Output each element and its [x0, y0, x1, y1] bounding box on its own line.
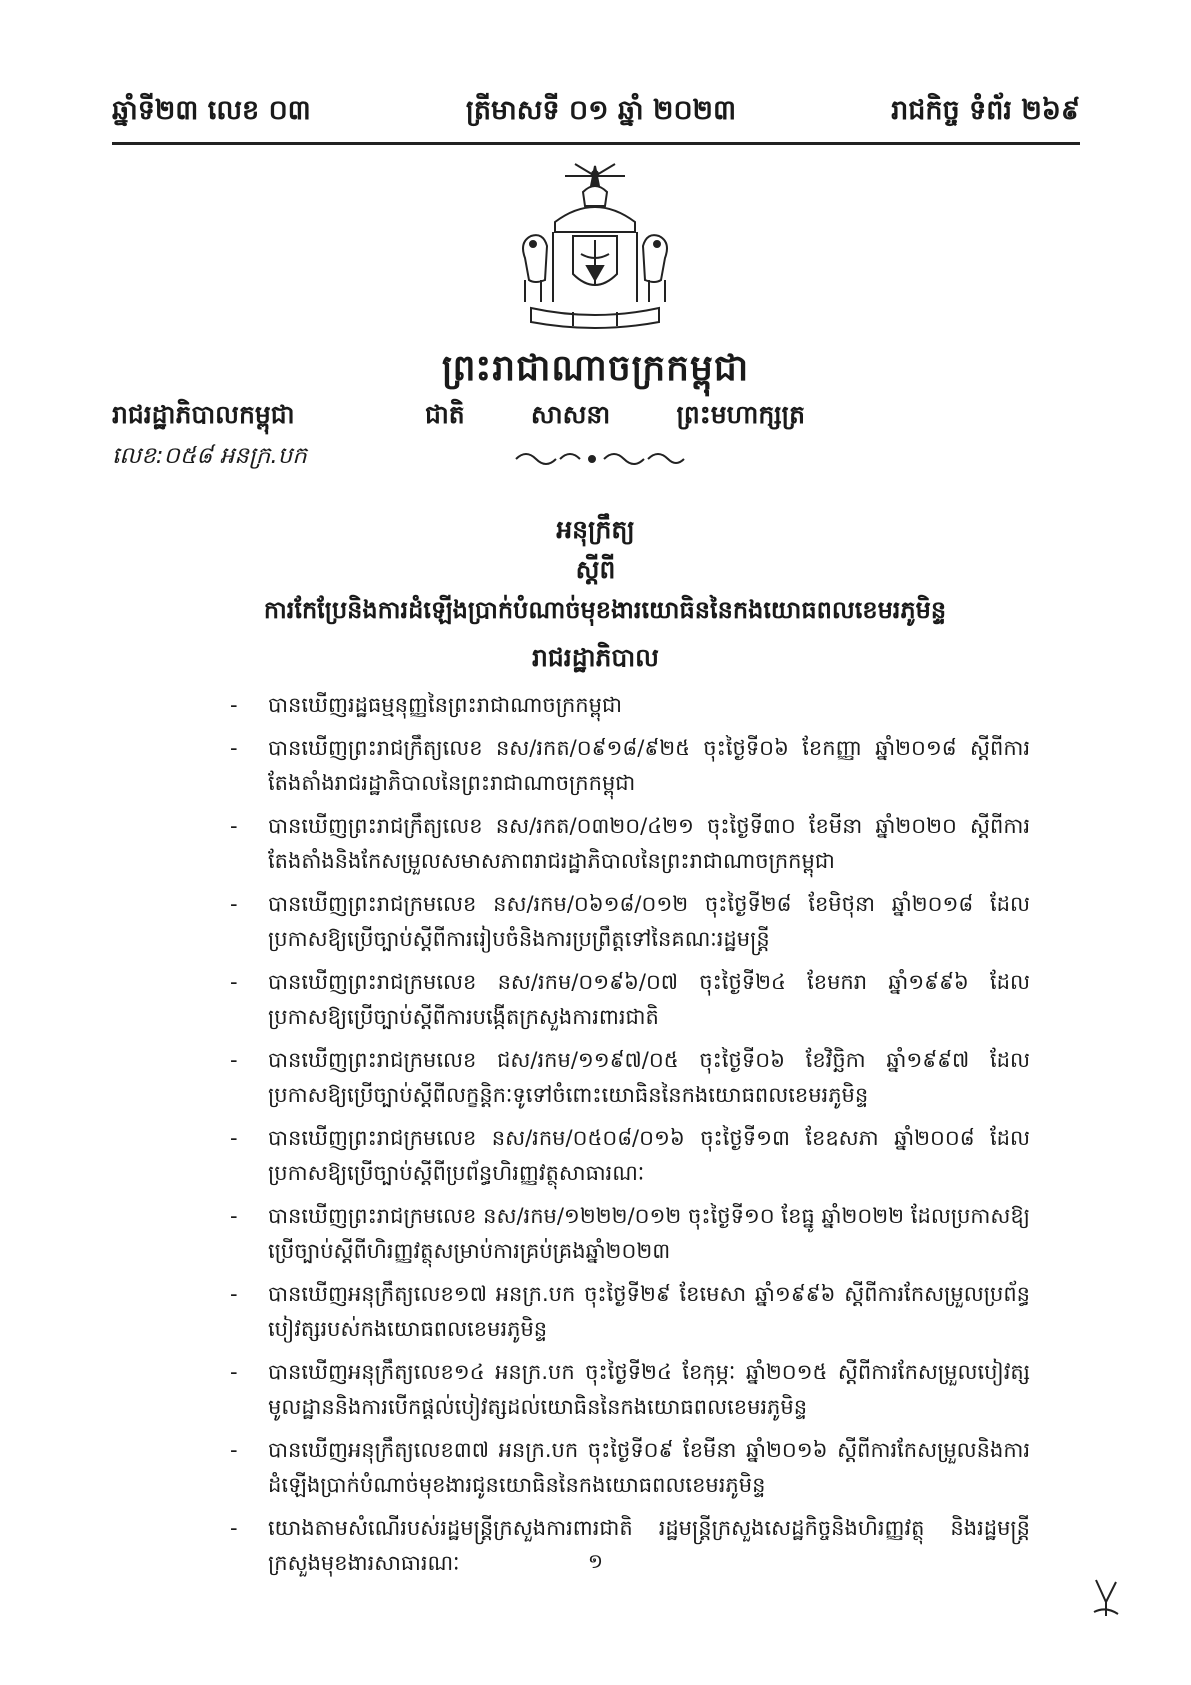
list-item	[230, 1433, 1030, 1503]
list-item	[230, 809, 1030, 879]
list-marker: -	[230, 892, 238, 916]
header-quarter: ត្រីមាសទី ០១ ឆ្នាំ ២០២៣	[465, 94, 737, 126]
preamble-text: បានឃើញព្រះរាជក្រមលេខ នស/រកម/១២២២/០១២ ចុះថ្ងៃទី១០ ខែធ្នូ ឆ្នាំ២០២២ ដែលប្រកាសឱ្យប្រើច្បាប់ស្តីពីហិរញ្ញវត្ថុសម្រាប់ការគ្រប់គ្រងឆ្នាំ២០២៣	[268, 1204, 1030, 1263]
list-marker: -	[230, 736, 238, 760]
issuing-body: រាជរដ្ឋាភិបាល	[532, 643, 659, 672]
document-type: អនុក្រឹត្យ	[556, 515, 635, 544]
initials-signature-icon	[1088, 1576, 1124, 1620]
list-marker: -	[230, 693, 238, 717]
preamble-text: បានឃើញអនុក្រឹត្យលេខ៣៧ អនក្រ.បក ចុះថ្ងៃទី០៩ ខែមីនា ឆ្នាំ២០១៦ ស្តីពីការកែសម្រួលនិងការដំឡើងប្រាក់បំណាច់មុខងារជូនយោធិននៃកងយោធពលខេមរភូមិន្ទ	[268, 1438, 1030, 1497]
list-item	[230, 1121, 1030, 1191]
list-marker: -	[230, 970, 238, 994]
list-item	[230, 1277, 1030, 1347]
reference-number: លេខ:០៥៨ អនក្រ.បក	[112, 443, 307, 469]
kingdom-title: ព្រះរាជាណាចក្រកម្ពុជា	[441, 348, 750, 389]
preamble-text: បានឃើញព្រះរាជក្រឹត្យលេខ នស/រកត/០៣២០/៤២១ ចុះថ្ងៃទី៣០ ខែមីនា ឆ្នាំ២០២០ ស្តីពីការតែងតាំងនិងកែសម្រួលសមាសភាពរាជរដ្ឋាភិបាលនៃព្រះរាជាណាចក្រកម្ពុជា	[268, 814, 1030, 873]
government-name: រាជរដ្ឋាភិបាលកម្ពុជា	[112, 400, 295, 429]
ornament-divider-icon	[510, 445, 690, 471]
gazette-header	[112, 88, 1080, 138]
document-subject: ការកែប្រែនិងការដំឡើងប្រាក់បំណាច់មុខងារយោធិននៃកងយោធពលខេមរភូមិន្ទ	[263, 596, 947, 624]
list-item	[230, 1199, 1030, 1269]
header-divider	[112, 142, 1080, 145]
list-marker: -	[230, 1438, 238, 1462]
motto-nation: ជាតិ	[425, 400, 465, 429]
preamble-text: បានឃើញព្រះរាជក្រមលេខ នស/រកម/០៦១៨/០១២ ចុះថ្ងៃទី២៨ ខែមិថុនា ឆ្នាំ២០១៨ ដែលប្រកាសឱ្យប្រើច្បាប់ស្តីពីការរៀបចំនិងការប្រព្រឹត្តទៅនៃគណៈរដ្ឋមន្ត្រី	[268, 892, 1030, 951]
list-item	[230, 688, 1030, 723]
list-item	[230, 965, 1030, 1035]
preamble-list	[230, 688, 1030, 1589]
list-marker: -	[230, 1048, 238, 1072]
preamble-text: បានឃើញព្រះរាជក្រមលេខ នស/រកម/០៥០៨/០១៦ ចុះថ្ងៃទី១៣ ខែឧសភា ឆ្នាំ២០០៨ ដែលប្រកាសឱ្យប្រើច្បាប់ស្តីពីប្រព័ន្ធហិរញ្ញវត្ថុសាធារណៈ	[268, 1126, 1030, 1185]
list-marker: -	[230, 1282, 238, 1306]
preamble-text: បានឃើញអនុក្រឹត្យលេខ១៧ អនក្រ.បក ចុះថ្ងៃទី២៩ ខែមេសា ឆ្នាំ១៩៩៦ ស្តីពីការកែសម្រួលប្រព័ន្ធបៀវត្សរបស់កងយោធពលខេមរភូមិន្ទ	[268, 1282, 1030, 1341]
document-about: ស្តីពី	[575, 555, 616, 584]
header-year-issue: ឆ្នាំទី២៣ លេខ ០៣	[112, 94, 311, 126]
header-page-ref: រាជកិច្ច ទំព័រ ២៦៩	[891, 94, 1080, 126]
list-item	[230, 887, 1030, 957]
list-marker: -	[230, 814, 238, 838]
motto-religion: សាសនា	[530, 400, 611, 429]
list-item	[230, 1043, 1030, 1113]
list-item	[230, 731, 1030, 801]
royal-arms-emblem-icon	[495, 162, 695, 332]
motto-king: ព្រះមហាក្សត្រ	[676, 400, 805, 429]
page-number: ១	[587, 1549, 604, 1573]
national-motto	[425, 400, 805, 436]
preamble-text: យោងតាមសំណើរបស់រដ្ឋមន្ត្រីក្រសួងការពារជាតិ រដ្ឋមន្ត្រីក្រសួងសេដ្ឋកិច្ចនិងហិរញ្ញវត្ថុ និងរដ្ឋមន្ត្រីក្រសួងមុខងារសាធារណៈ	[268, 1516, 1030, 1575]
preamble-text: បានឃើញព្រះរាជក្រមលេខ នស/រកម/០១៩៦/០៧ ចុះថ្ងៃទី២៤ ខែមករា ឆ្នាំ១៩៩៦ ដែលប្រកាសឱ្យប្រើច្បាប់ស្តីពីការបង្កើតក្រសួងការពារជាតិ	[268, 970, 1030, 1029]
preamble-text: បានឃើញព្រះរាជក្រមលេខ ជស/រកម/១១៩៧/០៥ ចុះថ្ងៃទី០៦ ខែវិច្ឆិកា ឆ្នាំ១៩៩៧ ដែលប្រកាសឱ្យប្រើច្បាប់ស្តីពីលក្ខន្តិកៈទូទៅចំពោះយោធិននៃកងយោធពលខេមរភូមិន្ទ	[268, 1048, 1030, 1107]
list-marker: -	[230, 1126, 238, 1150]
preamble-text: បានឃើញអនុក្រឹត្យលេខ១៤ អនក្រ.បក ចុះថ្ងៃទី២៤ ខែកុម្ភៈ ឆ្នាំ២០១៥ ស្តីពីការកែសម្រួលបៀវត្សមូលដ្ឋាននិងការបើកផ្តល់បៀវត្សដល់យោធិននៃកងយោធពលខេមរភូមិន្ទ	[268, 1360, 1030, 1419]
preamble-text: បានឃើញរដ្ឋធម្មនុញ្ញនៃព្រះរាជាណាចក្រកម្ពុជា	[268, 693, 622, 717]
list-marker: -	[230, 1204, 238, 1228]
preamble-text: បានឃើញព្រះរាជក្រឹត្យលេខ នស/រកត/០៩១៨/៩២៥ ចុះថ្ងៃទី០៦ ខែកញ្ញា ឆ្នាំ២០១៨ ស្តីពីការតែងតាំងរាជរដ្ឋាភិបាលនៃព្រះរាជាណាចក្រកម្ពុជា	[268, 736, 1030, 795]
list-marker: -	[230, 1516, 238, 1540]
list-marker: -	[230, 1360, 238, 1384]
list-item	[230, 1355, 1030, 1425]
